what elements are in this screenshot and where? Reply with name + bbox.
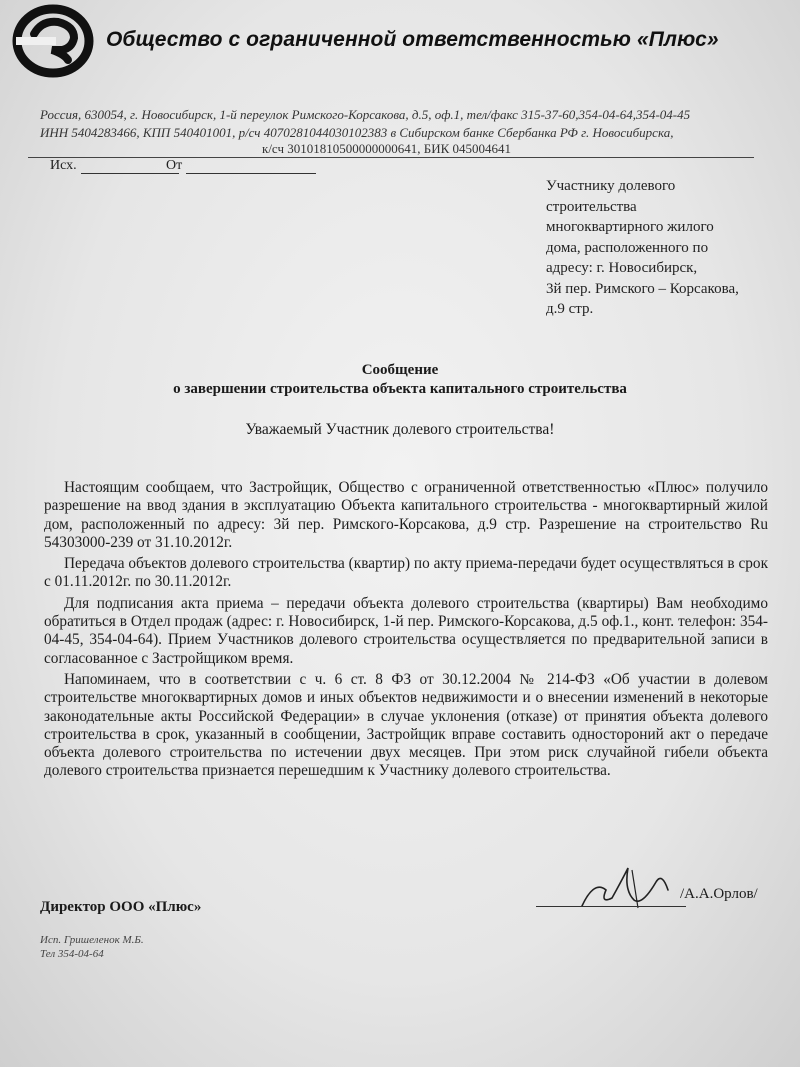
letter-body [44,479,768,784]
date-label: От [166,158,183,173]
addressee-line: д.9 стр. [546,301,594,317]
requisites-address: Россия, 630054, г. Новосибирск, 1-й переулок Римского-Корсакова, д.5, оф.1, тел/факс 315-37-60,354-04-64,354-04-45 [40,107,691,122]
company-logo-icon [12,4,94,78]
addressee-line: многоквартирного жилого [546,219,714,235]
requisites-bank: ИНН 5404283466, КПП 540401001, р/сч 40702810440301023​83 в Сибирском банке Сбербанка РФ г. Новосибирска, [40,125,674,140]
paragraph-contact-info: Для подписания акта приема – передачи объекта долевого строительства (квартиры) Вам необходимо обратиться в Отдел продаж (адрес: г. Новосибирск, 1-й пер. Римского-Корсакова, д.5 оф.1., конт. телефон: 354-04-45, 354-04-64). Прием Участников долевого строительства осуществляется по предварительной записи в согласованное с Застройщиком время. [44,594,768,667]
document-title: Сообщение [361,362,439,378]
executor-name: Исп. Гришеленок М.Б. [40,934,144,946]
addressee-line: адресу: г. Новосибирск, [546,260,698,276]
requisites-correspondent: к/сч 30101810500000000641, БИК 045004641 [262,141,511,156]
outgoing-number-line [81,159,179,174]
signer-name: /А.А.Орлов/ [680,886,758,902]
outgoing-date-field [166,158,316,174]
outgoing-number-field [50,158,179,174]
executor-phone: Тел 354-04-64 [40,948,104,960]
paragraph-legal-reminder: Напоминаем, что в соответствии с ч. 6 ст. 8 ФЗ от 30.12.2004 № 214-ФЗ «Об участии в долевом строительстве многоквартирных домов и иных объектов недвижимости и о внесении изменений в некоторые законодательные акты Российской Федерации» в случае уклонения (отказе) от принятия объекта долевого строительства в срок, указанный в сообщении, Застройщик вправе составить одностороний акт о передаче объекта долевого строительства по истечении двух месяцев. При этом риск случайной гибели объекта долевого строительства признается перешедшим к Участнику долевого строительства. [44,670,768,780]
outgoing-label: Исх. [50,158,77,173]
addressee-line: строительства [546,198,637,215]
company-name: Общество с ограниченной ответственностью «Плюс» [106,28,719,51]
date-line [186,159,316,174]
addressee-block [546,176,768,320]
paragraph-notification: Настоящим сообщаем, что Застройщик, Общество с ограниченной ответственностью «Плюс» получило разрешение на ввод здания в эксплуатацию Объекта капитального строительства - многоквартирный жилой дом, расположенный по адресу: 3й пер. Римского-Корсакова, д.9 стр. Разрешение на строительство Ru 54303000-239 от 31.10.2012г. [44,479,768,551]
paragraph-transfer-period: Передача объектов долевого строительства (квартир) по акту приема-передачи будет осуществляться в срок с 01.11.2012г. по 30.11.2012г. [44,555,768,591]
signature-line [536,906,686,907]
greeting: Уважаемый Участник долевого строительства! [245,421,555,438]
executor-info [40,933,144,961]
addressee-line: 3й пер. Римского – Корсакова, [546,280,739,297]
signer-position: Директор ООО «Плюс» [40,899,202,915]
addressee-line: дома, расположенного по [546,239,709,256]
addressee-line: Участнику долевого [546,178,676,194]
document-subtitle: о завершении строительства объекта капитального строительства [173,381,627,397]
